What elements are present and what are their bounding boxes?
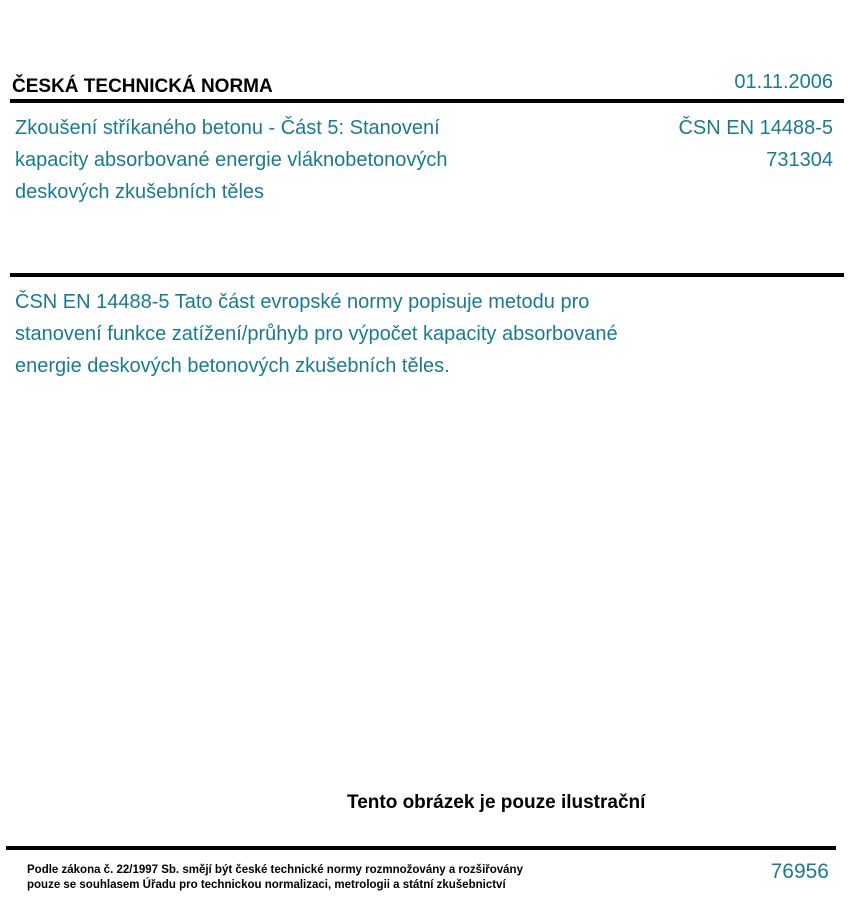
header-divider: [10, 99, 844, 103]
standard-identifiers: [678, 112, 833, 176]
standard-number: ČSN EN 14488-5: [678, 117, 833, 139]
illustration-notice: Tento obrázek je pouze ilustrační: [347, 792, 646, 813]
class-number: 731304: [766, 149, 833, 171]
standard-title: [15, 112, 575, 208]
footer-divider: [6, 846, 836, 850]
standard-abstract: [15, 286, 715, 382]
abstract-line: ČSN EN 14488-5 Tato část evropské normy popisuje metodu pro: [15, 291, 590, 313]
legal-notice-line: Podle zákona č. 22/1997 Sb. smějí být české technické normy rozmnožovány a rozšiřovány: [27, 864, 523, 876]
catalog-code: 76956: [770, 860, 829, 883]
standard-title-line: kapacity absorbované energie vláknobetonových: [15, 149, 448, 171]
document-heading: ČESKÁ TECHNICKÁ NORMA: [12, 76, 273, 97]
standard-title-line: deskových zkušebních těles: [15, 181, 265, 203]
section-divider: [10, 273, 844, 277]
abstract-line: energie deskových betonových zkušebních těles.: [15, 355, 450, 377]
abstract-line: stanovení funkce zatížení/průhyb pro výpočet kapacity absorbované: [15, 323, 618, 345]
legal-notice-line: pouze se souhlasem Úřadu pro technickou normalizaci, metrologii a státní zkušebnictví: [27, 879, 506, 891]
publication-date: 01.11.2006: [734, 71, 833, 93]
legal-notice: [27, 863, 523, 893]
standard-title-line: Zkoušení stříkaného betonu - Část 5: Stanovení: [15, 117, 440, 139]
